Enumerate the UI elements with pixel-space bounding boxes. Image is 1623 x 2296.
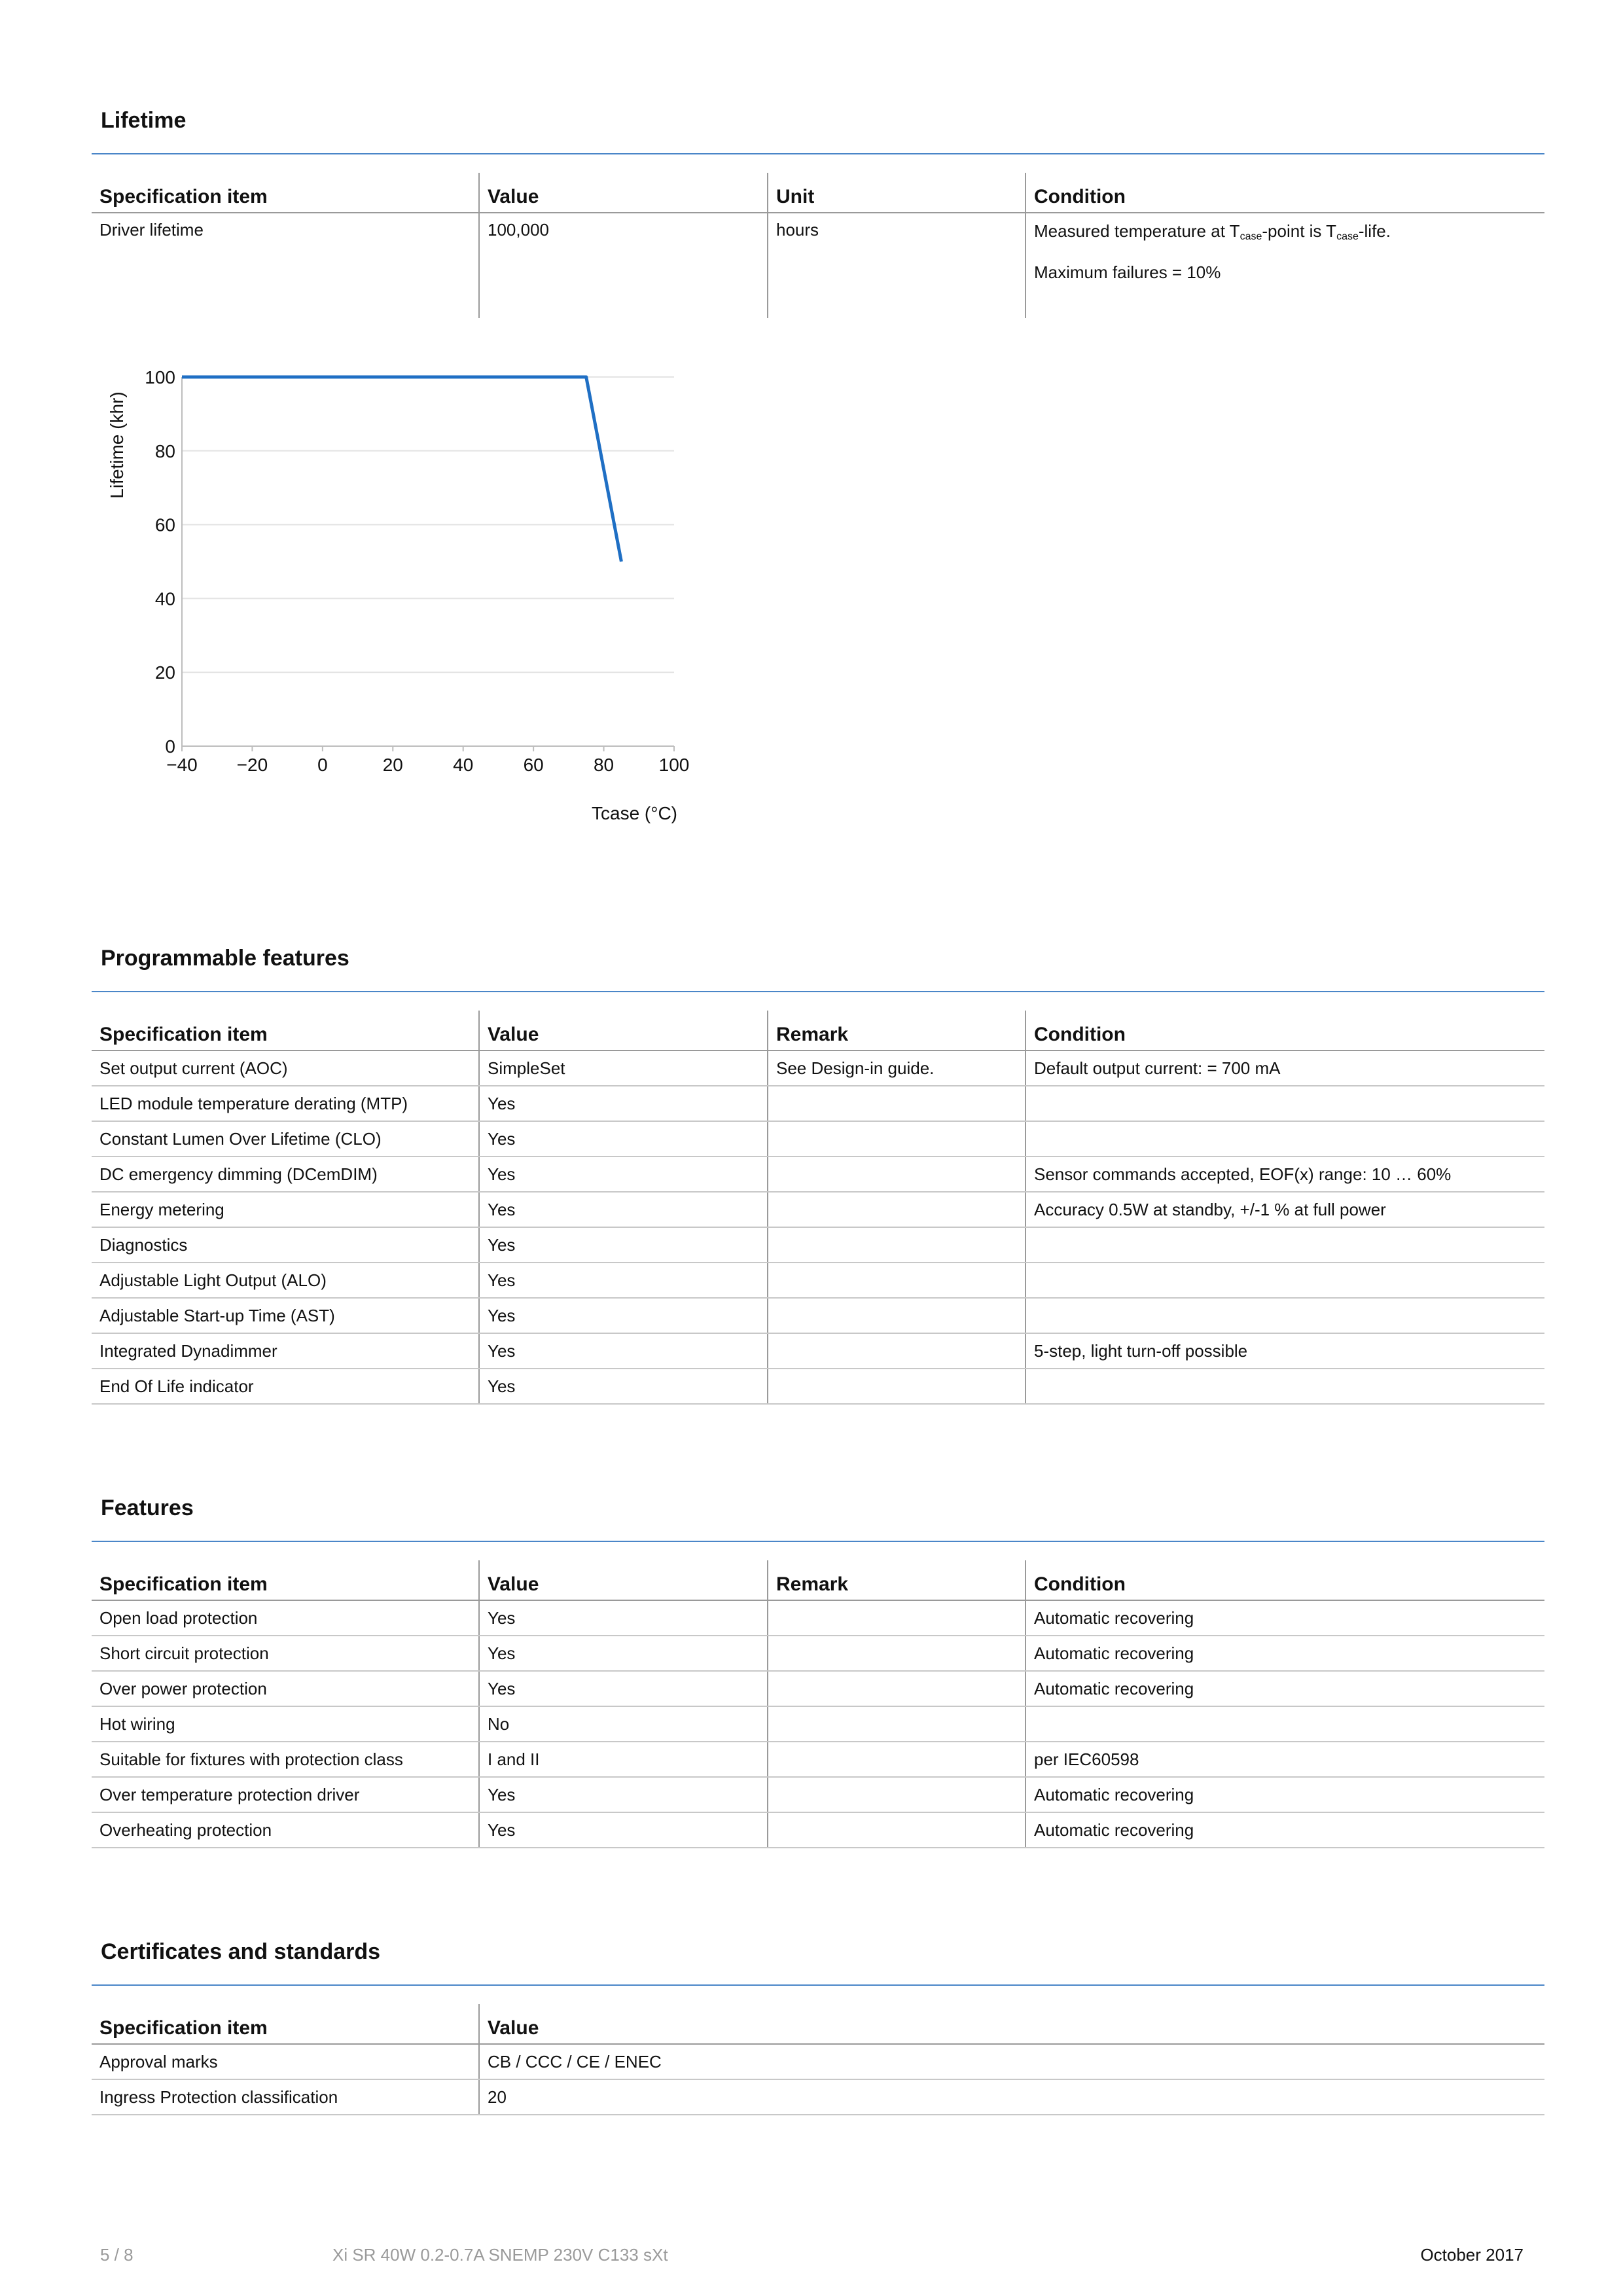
table-cell <box>768 1777 1026 1812</box>
table-cell: 5-step, light turn-off possible <box>1026 1333 1544 1369</box>
table-row <box>92 1812 1544 1848</box>
programmable-rule <box>92 991 1544 992</box>
cell-condition <box>1026 213 1544 318</box>
table-cell: Constant Lumen Over Lifetime (CLO) <box>92 1121 479 1157</box>
header-condition: Condition <box>1026 173 1544 213</box>
table-cell: Automatic recovering <box>1026 1671 1544 1706</box>
table-cell: Yes <box>479 1812 768 1848</box>
table-cell: Yes <box>479 1636 768 1671</box>
table-cell <box>1026 1298 1544 1333</box>
condition-text: -point is T <box>1262 221 1337 241</box>
table-row <box>92 1121 1544 1157</box>
condition-subscript: case <box>1336 231 1359 242</box>
table-cell: Yes <box>479 1600 768 1636</box>
table-cell: Open load protection <box>92 1600 479 1636</box>
table-row <box>92 1369 1544 1404</box>
x-tick-label: 0 <box>317 755 328 775</box>
programmable-title: Programmable features <box>101 946 349 971</box>
table-cell <box>768 1636 1026 1671</box>
header-remark: Remark <box>768 1560 1026 1600</box>
lifetime-chart <box>98 353 700 851</box>
header-spec-item: Specification item <box>92 1011 479 1050</box>
table-header-row <box>92 2004 1544 2044</box>
table-cell: Ingress Protection classification <box>92 2079 479 2115</box>
table-cell <box>768 1227 1026 1263</box>
table-cell: Automatic recovering <box>1026 1812 1544 1848</box>
chart-axes <box>145 367 689 775</box>
table-cell <box>1026 1121 1544 1157</box>
series-line <box>182 377 621 562</box>
certificates-rule <box>92 1984 1544 1986</box>
table-cell: CB / CCC / CE / ENEC <box>479 2044 1544 2079</box>
table-cell: Automatic recovering <box>1026 1600 1544 1636</box>
table-cell <box>768 1192 1026 1227</box>
table-header-row <box>92 1011 1544 1050</box>
header-value: Value <box>479 1560 768 1600</box>
table-row <box>92 1192 1544 1227</box>
table-cell <box>768 1812 1026 1848</box>
certificates-table <box>92 2004 1544 2115</box>
x-tick-label: 80 <box>593 755 615 775</box>
table-cell <box>1026 1086 1544 1121</box>
table-cell: Diagnostics <box>92 1227 479 1263</box>
features-rule <box>92 1541 1544 1542</box>
footer-date: October 2017 <box>1420 2245 1524 2265</box>
table-row <box>92 1086 1544 1121</box>
table-cell: Yes <box>479 1369 768 1404</box>
table-row <box>92 1050 1544 1086</box>
table-cell: Yes <box>479 1777 768 1812</box>
table-cell: Yes <box>479 1333 768 1369</box>
table-row <box>92 1333 1544 1369</box>
table-cell: Adjustable Start-up Time (AST) <box>92 1298 479 1333</box>
table-cell: See Design-in guide. <box>768 1050 1026 1086</box>
table-cell <box>768 1263 1026 1298</box>
table-row <box>92 1742 1544 1777</box>
table-cell: Default output current: = 700 mA <box>1026 1050 1544 1086</box>
programmable-table <box>92 1011 1544 1405</box>
table-cell <box>768 1369 1026 1404</box>
table-header-row <box>92 1560 1544 1600</box>
header-spec-item: Specification item <box>92 1560 479 1600</box>
x-tick-label: 20 <box>382 755 403 775</box>
footer-page-number: 5 / 8 <box>100 2245 134 2265</box>
condition-text: Measured temperature at T <box>1034 221 1240 241</box>
lifetime-title: Lifetime <box>101 108 187 133</box>
y-tick-label: 0 <box>165 736 175 757</box>
table-row <box>92 1777 1544 1812</box>
header-value: Value <box>479 2004 1544 2044</box>
table-header-row <box>92 173 1544 213</box>
y-tick-label: 100 <box>145 367 175 387</box>
table-cell: Sensor commands accepted, EOF(x) range: 10 … 60% <box>1026 1157 1544 1192</box>
table-cell: LED module temperature derating (MTP) <box>92 1086 479 1121</box>
table-cell: Suitable for fixtures with protection class <box>92 1742 479 1777</box>
x-tick-label: 100 <box>658 755 690 775</box>
table-cell: DC emergency dimming (DCemDIM) <box>92 1157 479 1192</box>
table-cell: Yes <box>479 1671 768 1706</box>
table-cell: Hot wiring <box>92 1706 479 1742</box>
table-cell: Yes <box>479 1227 768 1263</box>
y-tick-label: 20 <box>154 662 175 683</box>
table-row <box>92 1263 1544 1298</box>
header-unit: Unit <box>768 173 1026 213</box>
table-row <box>92 1157 1544 1192</box>
x-axis-label: Tcase (°C) <box>592 803 677 823</box>
table-cell: SimpleSet <box>479 1050 768 1086</box>
table-cell: Approval marks <box>92 2044 479 2079</box>
table-row <box>92 2044 1544 2079</box>
table-cell: Automatic recovering <box>1026 1636 1544 1671</box>
y-tick-label: 80 <box>154 440 175 461</box>
certificates-title: Certificates and standards <box>101 1939 381 1964</box>
table-cell: per IEC60598 <box>1026 1742 1544 1777</box>
table-cell <box>768 1298 1026 1333</box>
table-cell: Yes <box>479 1157 768 1192</box>
x-tick-label: −20 <box>236 755 268 775</box>
table-cell <box>768 1086 1026 1121</box>
table-cell: Energy metering <box>92 1192 479 1227</box>
table-cell: Accuracy 0.5W at standby, +/-1 % at full power <box>1026 1192 1544 1227</box>
footer-product-name: Xi SR 40W 0.2-0.7A SNEMP 230V C133 sXt <box>332 2245 668 2265</box>
table-cell <box>1026 1227 1544 1263</box>
cell-value: 100,000 <box>479 213 768 318</box>
table-cell <box>768 1706 1026 1742</box>
header-value: Value <box>479 173 768 213</box>
table-row <box>92 1636 1544 1671</box>
x-tick-label: 40 <box>453 755 474 775</box>
y-axis-label: Lifetime (khr) <box>107 391 127 499</box>
cell-item: Driver lifetime <box>99 220 204 240</box>
condition-line-2: Maximum failures = 10% <box>1034 262 1221 282</box>
table-cell: Yes <box>479 1263 768 1298</box>
table-cell: 20 <box>479 2079 1544 2115</box>
table-cell: Over power protection <box>92 1671 479 1706</box>
chart-grid <box>182 377 674 746</box>
table-cell <box>1026 1263 1544 1298</box>
table-cell: Over temperature protection driver <box>92 1777 479 1812</box>
table-row <box>92 213 1544 318</box>
x-tick-label: 60 <box>523 755 544 775</box>
header-condition: Condition <box>1026 1560 1544 1600</box>
features-table <box>92 1560 1544 1848</box>
table-row <box>92 2079 1544 2115</box>
table-cell <box>768 1333 1026 1369</box>
y-tick-label: 40 <box>154 588 175 609</box>
table-cell: Yes <box>479 1192 768 1227</box>
condition-line-1 <box>1034 213 1537 255</box>
table-row <box>92 1706 1544 1742</box>
condition-subscript: case <box>1240 231 1262 242</box>
table-cell: Yes <box>479 1298 768 1333</box>
table-cell <box>768 1742 1026 1777</box>
table-cell <box>768 1671 1026 1706</box>
table-cell <box>1026 1706 1544 1742</box>
table-cell: Yes <box>479 1086 768 1121</box>
table-cell <box>768 1600 1026 1636</box>
table-row <box>92 1600 1544 1636</box>
table-cell: Set output current (AOC) <box>92 1050 479 1086</box>
lifetime-table <box>92 173 1544 318</box>
header-spec-item: Specification item <box>92 173 479 213</box>
table-cell <box>768 1157 1026 1192</box>
table-cell: No <box>479 1706 768 1742</box>
table-row <box>92 1227 1544 1263</box>
table-cell: Integrated Dynadimmer <box>92 1333 479 1369</box>
y-tick-label: 60 <box>154 514 175 535</box>
table-cell <box>1026 1369 1544 1404</box>
table-cell: End Of Life indicator <box>92 1369 479 1404</box>
table-cell <box>768 1121 1026 1157</box>
table-row <box>92 1671 1544 1706</box>
lifetime-rule <box>92 153 1544 154</box>
table-cell: Adjustable Light Output (ALO) <box>92 1263 479 1298</box>
header-value: Value <box>479 1011 768 1050</box>
condition-text: -life. <box>1358 221 1391 241</box>
table-cell: I and II <box>479 1742 768 1777</box>
cell-unit: hours <box>768 213 1026 318</box>
table-cell: Short circuit protection <box>92 1636 479 1671</box>
header-remark: Remark <box>768 1011 1026 1050</box>
table-row <box>92 1298 1544 1333</box>
chart-series <box>182 377 621 562</box>
header-spec-item: Specification item <box>92 2004 479 2044</box>
table-cell: Automatic recovering <box>1026 1777 1544 1812</box>
x-tick-label: −40 <box>166 755 198 775</box>
header-condition: Condition <box>1026 1011 1544 1050</box>
features-title: Features <box>101 1496 194 1520</box>
table-cell: Overheating protection <box>92 1812 479 1848</box>
table-cell: Yes <box>479 1121 768 1157</box>
